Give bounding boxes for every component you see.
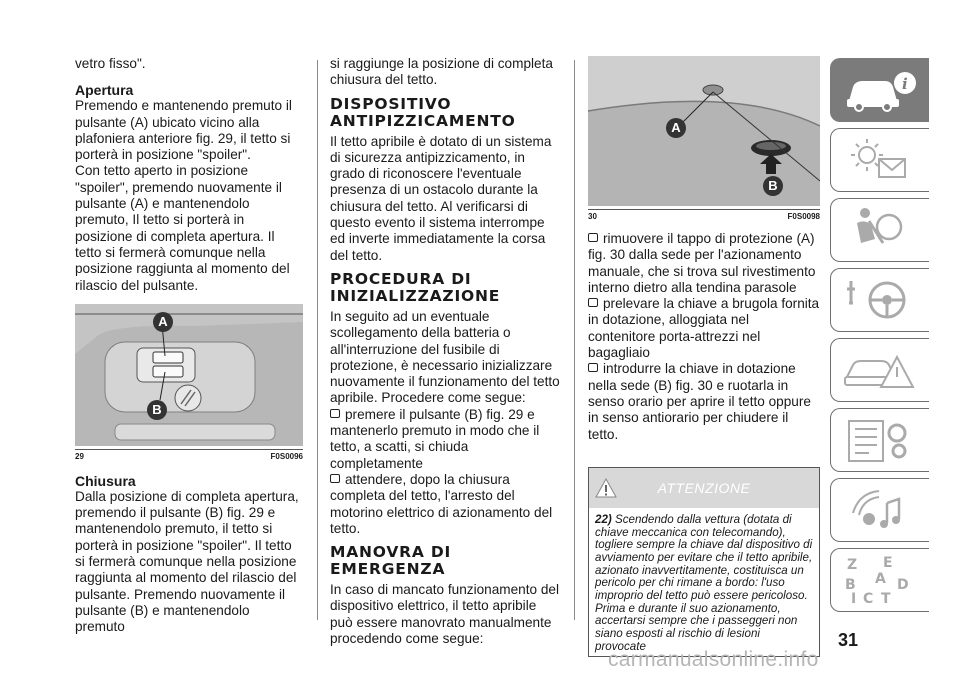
checkbox-bullet-icon — [588, 363, 598, 372]
maintenance-icon — [839, 413, 921, 467]
figure-29-image — [75, 304, 303, 446]
tab-safety[interactable] — [830, 198, 929, 262]
checkbox-bullet-icon — [588, 298, 598, 307]
driving-icon — [839, 273, 921, 327]
paragraph: si raggiunge la posizione di completa chiusura del tetto. — [330, 56, 553, 88]
subtitle-apertura: Apertura — [75, 82, 134, 99]
index-icon — [839, 553, 921, 607]
figure-29 — [75, 304, 303, 461]
car-info-icon — [839, 63, 921, 117]
checkbox-bullet-icon — [330, 409, 340, 418]
paragraph: Dalla posizione di completa apertura, premendo il pulsante (B) fig. 29 e mantenendolo premuto, il tetto si porterà in posizione "spoiler". Il tetto si fermerà comunque nella posizione raggiunta al momento del rilascio del pulsante. Premendo nuovamente il pulsante (B) e mantenendolo premuto — [75, 488, 299, 635]
column-divider — [574, 60, 575, 620]
heading-emergenza: MANOVRA DI EMERGENZA — [330, 543, 452, 579]
safety-airbag-icon — [839, 203, 921, 257]
page-number: 31 — [838, 630, 859, 650]
heading-inizializzazione: PROCEDURA DI INIZIALIZZAZIONE — [330, 269, 501, 305]
figure-29-caption — [75, 449, 303, 461]
column-1 — [75, 56, 303, 636]
svg-text:I: I — [851, 591, 857, 607]
checkbox-bullet-icon — [330, 474, 340, 483]
bullet-item: rimuovere il tappo di protezione (A) fig. 30 dalla sede per l'azionamento manuale, che si trova sul rivestimento interno dietro alla tendina parasole — [588, 231, 816, 295]
paragraph: vetro fisso". — [75, 56, 146, 71]
tab-maintenance[interactable] — [830, 408, 929, 472]
warning-number: 22) — [595, 512, 612, 526]
figure-code: F0S0098 — [787, 212, 820, 221]
paragraph: Premendo e mantenendo premuto il pulsante (A) ubicato vicino alla plafoniera anteriore fig. 29, il tetto si porterà in posizione "spoiler". — [75, 98, 292, 163]
figure-number: 29 — [75, 451, 84, 461]
svg-text:E: E — [883, 555, 893, 571]
warning-lights-icon — [839, 133, 921, 187]
figure-30 — [588, 56, 820, 221]
svg-text:B: B — [845, 577, 856, 593]
bullet-item: premere il pulsante (B) fig. 29 e mantenerlo premuto in modo che il tetto, a scatti, si chiuda completamente — [330, 406, 540, 471]
bullet-item: prelevare la chiave a brugola fornita in dotazione, alloggiata nel contenitore porta-attrezzi nel bagagliaio — [588, 296, 820, 361]
tab-driving[interactable] — [830, 268, 929, 332]
svg-text:T: T — [881, 591, 891, 607]
paragraph: In seguito ad un eventuale scollegamento della batteria o all'interruzione del fusibile di protezione, è necessario inizializzare nuovamente il funzionamento del tetto apribile. Procedere come segue: — [330, 308, 560, 406]
bullet-list — [588, 231, 820, 443]
roof-lining-drawing — [588, 56, 820, 206]
tab-car-info[interactable] — [830, 58, 929, 122]
paragraph: Con tetto aperto in posizione "spoiler", premendo nuovamente il pulsante (A) e mantenendolo premuto, Il tetto si porterà in posizione di completa apertura. Il tetto si fermerà comunque nella posizione raggiunta al momento del rilascio del pulsante. — [75, 163, 290, 293]
warning-title: ATTENZIONE — [657, 479, 751, 496]
figure-30-image — [588, 56, 820, 206]
warning-text: 22) Scendendo dalla vettura (dotata di chiave meccanica con telecomando), togliere sempre la chiave dal dispositivo di avviamento per evitare che il tetto apribile, azionato inavvertitamente, costituisca un pericolo per chi rimane a bordo: l'uso improprio del tetto può essere pericoloso. Prima e durante il suo azionamento, accertarsi sempre che i passeggeri non siano esposti al rischio di lesioni provocate — [595, 512, 813, 653]
roof-console-drawing — [75, 304, 303, 446]
column-2 — [330, 56, 562, 647]
paragraph: Il tetto apribile è dotato di un sistema di sicurezza antipizzicamento, in grado di riconoscere l'eventuale presenza di un ostacolo durante la chiusura del tetto. Al verificarsi di questo evento il sistema interrompe ed inverte immediatamente la corsa del tetto. — [330, 133, 552, 263]
emergency-icon — [839, 343, 921, 397]
warning-box — [588, 467, 820, 657]
callout-b: B — [147, 400, 167, 420]
svg-text:Z: Z — [847, 557, 858, 573]
svg-text:C: C — [863, 591, 874, 607]
tab-warning-lights[interactable] — [830, 128, 929, 192]
warning-header — [589, 468, 819, 508]
checkbox-bullet-icon — [588, 233, 598, 242]
svg-text:i: i — [902, 75, 908, 93]
tab-emergency[interactable] — [830, 338, 929, 402]
tab-index[interactable] — [830, 548, 929, 612]
paragraph: In caso di mancato funzionamento del dispositivo elettrico, il tetto apribile può essere manovrato manualmente procedendo come segue: — [330, 582, 559, 647]
figure-number: 30 — [588, 212, 597, 221]
callout-a: A — [153, 312, 173, 332]
bullet-item: introdurre la chiave in dotazione nella sede (B) fig. 30 e ruotarla in senso orario per aprire il tetto oppure in senso antiorario per chiudere il tetto. — [588, 361, 811, 442]
svg-text:A: A — [875, 571, 886, 587]
svg-text:D: D — [897, 577, 909, 593]
watermark: carmanualsonline.info — [608, 648, 819, 671]
chapter-sidebar — [830, 58, 930, 618]
multimedia-icon — [839, 483, 921, 537]
callout-b: B — [763, 176, 783, 196]
heading-antipizzicamento: DISPOSITIVO ANTIPIZZICAMENTO — [330, 94, 516, 130]
figure-30-caption — [588, 209, 820, 221]
bullet-item: attendere, dopo la chiusura completa del tetto, l'arresto del motorino elettrico di azionamento del tetto. — [330, 471, 553, 536]
subtitle-chiusura: Chiusura — [75, 472, 136, 489]
column-3 — [588, 56, 820, 657]
callout-a: A — [666, 118, 686, 138]
figure-code: F0S0096 — [270, 451, 303, 461]
tab-multimedia[interactable] — [830, 478, 929, 542]
column-divider — [317, 60, 318, 620]
